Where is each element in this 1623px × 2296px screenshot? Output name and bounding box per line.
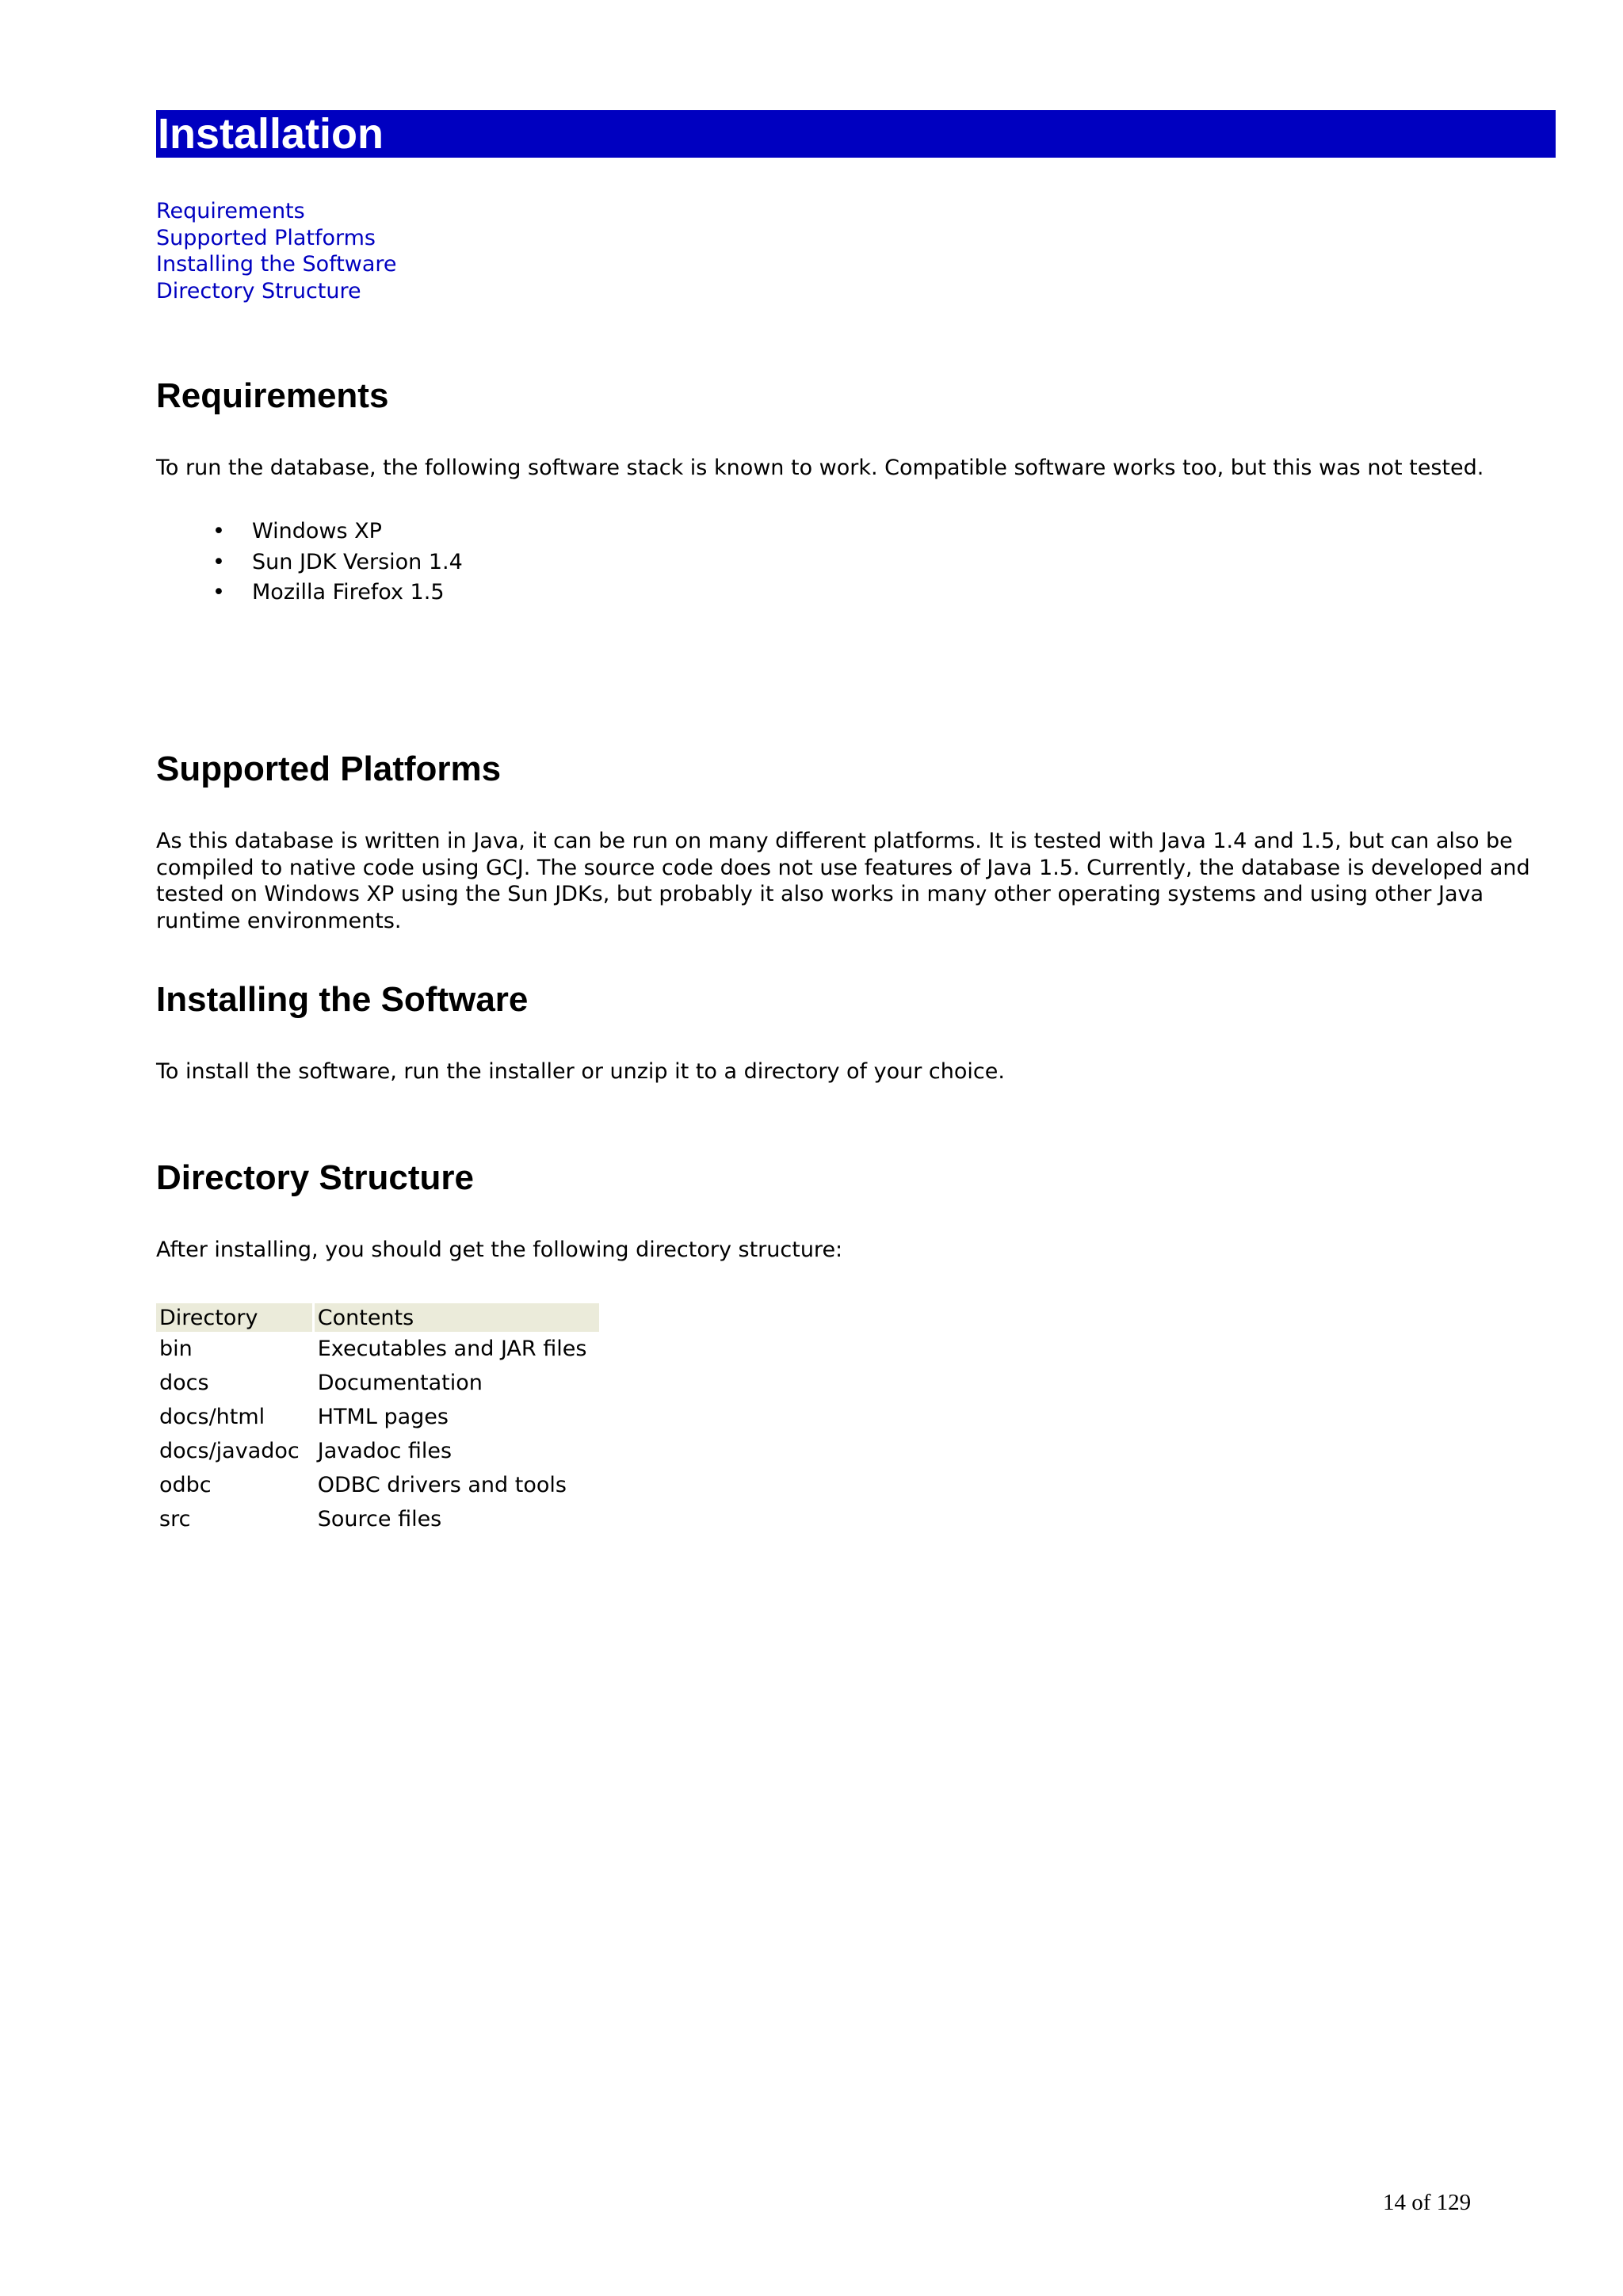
directory-structure-text: After installing, you should get the following directory structure: (156, 1238, 843, 1262)
bullet-icon: • (212, 549, 225, 574)
toc-link-directory-structure[interactable]: Directory Structure (156, 278, 361, 303)
directory-cell: bin (159, 1337, 193, 1361)
directory-cell: odbc (159, 1473, 212, 1497)
contents-cell: Source files (317, 1507, 442, 1531)
heading-requirements: Requirements (156, 376, 389, 415)
bullet-icon: • (212, 580, 225, 605)
directory-cell: docs/javadoc (159, 1439, 300, 1463)
table-row (156, 1400, 599, 1434)
list-item: • Sun JDK Version 1.4 (156, 547, 463, 578)
column-header-contents: Contents (315, 1303, 600, 1332)
contents-cell: Javadoc files (317, 1439, 453, 1463)
table-row (156, 1332, 599, 1366)
directory-cell: src (159, 1507, 191, 1531)
table-row (156, 1502, 599, 1536)
heading-directory-structure: Directory Structure (156, 1158, 475, 1197)
contents-cell: ODBC drivers and tools (317, 1473, 567, 1497)
toc-link-requirements[interactable]: Requirements (156, 199, 305, 223)
heading-supported-platforms: Supported Platforms (156, 749, 502, 788)
contents-cell: Documentation (317, 1371, 483, 1395)
directory-cell: docs/html (159, 1405, 265, 1429)
table-of-contents (156, 198, 397, 304)
supported-platforms-text: As this database is written in Java, it can be run on many different platforms. It is tested with Java 1.4 and 1.5, but can also be compiled to native code using GCJ. The source code does not use features of Java 1.5. Currently, the database is developed and tested on Windows XP using the Sun JDKs, but probably it also works in many other operating systems and using other Java runtime environments. (156, 829, 1530, 933)
directory-table (154, 1303, 601, 1536)
column-header-directory: Directory (156, 1303, 312, 1332)
requirements-list (156, 517, 463, 608)
toc-link-installing-the-software[interactable]: Installing the Software (156, 252, 397, 277)
table-row (156, 1468, 599, 1502)
toc-link-supported-platforms[interactable]: Supported Platforms (156, 225, 376, 250)
heading-installing-the-software: Installing the Software (156, 980, 529, 1019)
table-row (156, 1434, 599, 1468)
table-row (156, 1366, 599, 1400)
directory-cell: docs (159, 1371, 209, 1395)
page-number: 14 of 129 (1383, 2190, 1472, 2215)
document-page (156, 0, 1556, 2296)
table-header-row (156, 1303, 599, 1332)
requirements-text: To run the database, the following software stack is known to work. Compatible software works too, but this was not tested. (156, 456, 1484, 480)
installing-text: To install the software, run the installer or unzip it to a directory of your choice. (156, 1059, 1005, 1084)
bullet-icon: • (212, 519, 225, 543)
list-item: • Windows XP (156, 517, 463, 547)
list-item: • Mozilla Firefox 1.5 (156, 578, 463, 608)
contents-cell: Executables and JAR files (317, 1337, 587, 1361)
page-title: Installation (156, 110, 1556, 158)
contents-cell: HTML pages (317, 1405, 449, 1429)
